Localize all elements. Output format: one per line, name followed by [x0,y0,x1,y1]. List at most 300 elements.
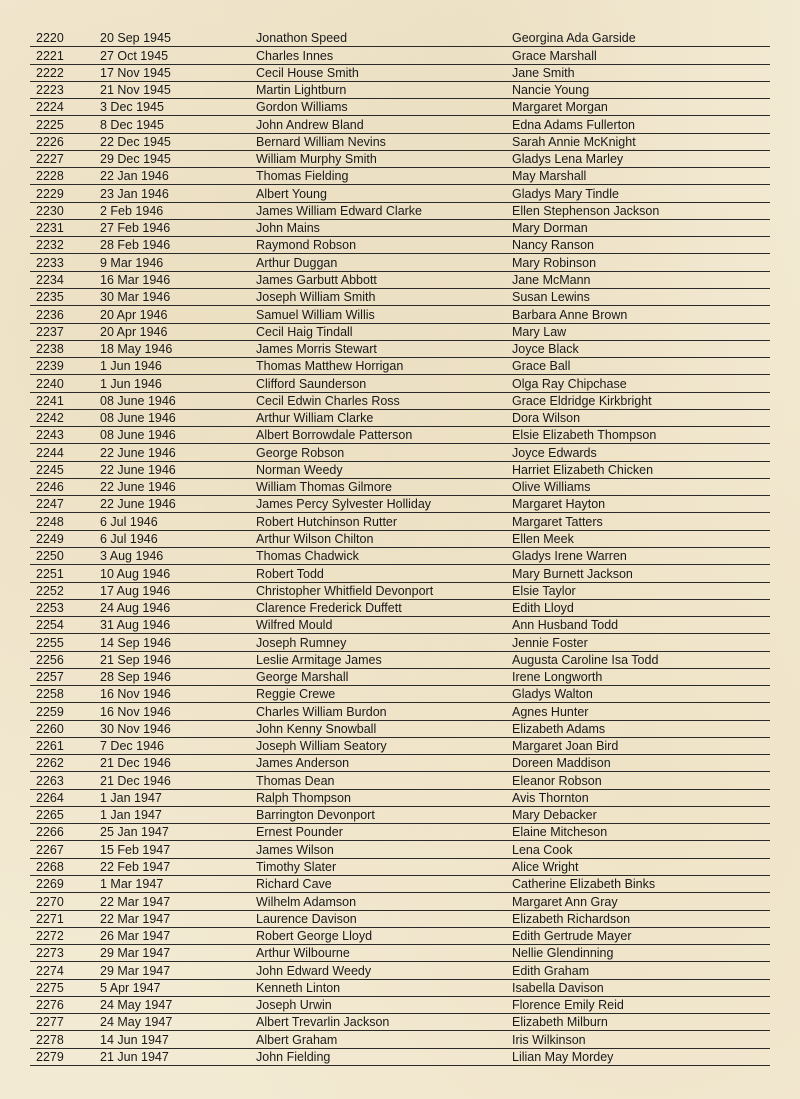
entry-number: 2253 [36,601,64,616]
marriage-date: 1 Jan 1947 [100,808,162,823]
register-row [30,116,770,133]
groom-name: William Murphy Smith [256,152,377,167]
marriage-date: 27 Feb 1946 [100,221,171,236]
entry-number: 2275 [36,980,64,995]
register-row [30,427,770,444]
marriage-date: 08 June 1946 [100,393,176,408]
bride-name: May Marshall [512,169,587,184]
bride-name: Edith Lloyd [512,601,574,616]
entry-number: 2244 [36,445,64,460]
entry-number: 2232 [36,238,64,253]
register-row [30,272,770,289]
register-row [30,772,770,789]
groom-name: Robert Todd [256,566,324,581]
marriage-date: 20 Apr 1946 [100,324,168,339]
groom-name: Timothy Slater [256,860,337,875]
entry-number: 2236 [36,307,64,322]
marriage-date: 21 Dec 1946 [100,756,171,771]
groom-name: William Thomas Gilmore [256,480,392,495]
entry-number: 2241 [36,393,64,408]
groom-name: Joseph Rumney [256,635,347,650]
register-row [30,876,770,893]
register-row [30,324,770,341]
entry-number: 2258 [36,687,64,702]
bride-name: Florence Emily Reid [512,998,624,1013]
entry-number: 2272 [36,929,64,944]
entry-number: 2254 [36,618,64,633]
marriage-date: 6 Jul 1946 [100,514,158,529]
marriage-date: 22 June 1946 [100,497,176,512]
bride-name: Harriet Elizabeth Chicken [512,462,654,477]
entry-number: 2277 [36,1015,64,1030]
marriage-date: 24 May 1947 [100,998,173,1013]
bride-name: Lena Cook [512,842,573,857]
bride-name: Ellen Meek [512,531,574,546]
groom-name: Barrington Devonport [256,808,375,823]
entry-number: 2276 [36,998,64,1013]
marriage-register-table [30,30,770,1066]
bride-name: Avis Thornton [512,790,589,805]
bride-name: Olive Williams [512,480,591,495]
bride-name: Ellen Stephenson Jackson [512,203,660,218]
groom-name: Charles Innes [256,48,334,63]
groom-name: Arthur Wilbourne [256,946,350,961]
bride-name: Doreen Maddison [512,756,611,771]
bride-name: Isabella Davison [512,980,604,995]
marriage-date: 21 Sep 1946 [100,652,171,667]
groom-name: Ralph Thompson [256,790,351,805]
bride-name: Mary Debacker [512,808,597,823]
bride-name: Iris Wilkinson [512,1032,586,1047]
marriage-date: 22 Feb 1947 [100,860,171,875]
entry-number: 2228 [36,169,64,184]
entry-number: 2278 [36,1032,64,1047]
entry-number: 2267 [36,842,64,857]
register-row [30,980,770,997]
groom-name: James Garbutt Abbott [256,272,377,287]
groom-name: Raymond Robson [256,238,357,253]
entry-number: 2247 [36,497,64,512]
bride-name: Jane Smith [512,65,575,80]
marriage-date: 22 June 1946 [100,462,176,477]
marriage-date: 20 Sep 1945 [100,31,171,46]
groom-name: Joseph William Seatory [256,739,387,754]
bride-name: Elsie Elizabeth Thompson [512,428,657,443]
bride-name: Mary Dorman [512,221,588,236]
register-row [30,168,770,185]
groom-name: Clifford Saunderson [256,376,367,391]
entry-number: 2248 [36,514,64,529]
register-row [30,65,770,82]
register-row [30,99,770,116]
bride-name: Ann Husband Todd [512,618,619,633]
entry-number: 2239 [36,359,64,374]
bride-name: Joyce Black [512,342,579,357]
groom-name: Robert George Lloyd [256,929,373,944]
bride-name: Gladys Walton [512,687,593,702]
entry-number: 2234 [36,272,64,287]
bride-name: Mary Law [512,324,567,339]
marriage-date: 3 Aug 1946 [100,549,164,564]
bride-name: Gladys Irene Warren [512,549,627,564]
register-row [30,600,770,617]
entry-number: 2264 [36,790,64,805]
register-row [30,237,770,254]
bride-name: Susan Lewins [512,290,590,305]
marriage-date: 22 Dec 1945 [100,134,171,149]
entry-number: 2263 [36,773,64,788]
groom-name: James William Edward Clarke [256,203,423,218]
register-row [30,962,770,979]
groom-name: Samuel William Willis [256,307,375,322]
bride-name: Irene Longworth [512,670,603,685]
entry-number: 2238 [36,342,64,357]
entry-number: 2233 [36,255,64,270]
bride-name: Jane McMann [512,272,591,287]
bride-name: Eleanor Robson [512,773,602,788]
bride-name: Nellie Glendinning [512,946,614,961]
marriage-date: 10 Aug 1946 [100,566,171,581]
marriage-date: 22 June 1946 [100,480,176,495]
bride-name: Elizabeth Adams [512,721,606,736]
bride-name: Augusta Caroline Isa Todd [512,652,659,667]
entry-number: 2269 [36,877,64,892]
register-row [30,841,770,858]
groom-name: James Percy Sylvester Holliday [256,497,432,512]
groom-name: Thomas Dean [256,773,335,788]
register-row [30,393,770,410]
marriage-date: 22 Mar 1947 [100,894,171,909]
groom-name: Ernest Pounder [256,825,343,840]
entry-number: 2227 [36,152,64,167]
register-row [30,721,770,738]
entry-number: 2249 [36,531,64,546]
marriage-date: 24 Aug 1946 [100,601,171,616]
register-row [30,928,770,945]
entry-number: 2268 [36,860,64,875]
groom-name: Wilhelm Adamson [256,894,357,909]
bride-name: Elaine Mitcheson [512,825,608,840]
groom-name: George Robson [256,445,345,460]
entry-number: 2240 [36,376,64,391]
register-row [30,306,770,323]
groom-name: James Morris Stewart [256,342,377,357]
bride-name: Edith Graham [512,963,590,978]
bride-name: Dora Wilson [512,411,581,426]
bride-name: Georgina Ada Garside [512,31,636,46]
bride-name: Elizabeth Milburn [512,1015,608,1030]
register-row [30,669,770,686]
register-row [30,254,770,271]
register-row [30,1049,770,1066]
register-row [30,859,770,876]
groom-name: Bernard William Nevins [256,134,386,149]
register-row [30,479,770,496]
marriage-date: 29 Mar 1947 [100,946,171,961]
entry-number: 2235 [36,290,64,305]
register-row [30,513,770,530]
register-row [30,945,770,962]
entry-number: 2273 [36,946,64,961]
entry-number: 2262 [36,756,64,771]
marriage-date: 21 Nov 1945 [100,83,171,98]
marriage-date: 21 Dec 1946 [100,773,171,788]
marriage-date: 22 Mar 1947 [100,911,171,926]
marriage-date: 15 Feb 1947 [100,842,171,857]
groom-name: Robert Hutchinson Rutter [256,514,398,529]
bride-name: Olga Ray Chipchase [512,376,627,391]
bride-name: Jennie Foster [512,635,588,650]
marriage-date: 29 Mar 1947 [100,963,171,978]
bride-name: Gladys Lena Marley [512,152,624,167]
register-row [30,911,770,928]
groom-name: Cecil House Smith [256,65,359,80]
register-row [30,686,770,703]
groom-name: Wilfred Mould [256,618,333,633]
entry-number: 2252 [36,583,64,598]
groom-name: Laurence Davison [256,911,357,926]
groom-name: John Mains [256,221,320,236]
bride-name: Mary Burnett Jackson [512,566,633,581]
register-row [30,824,770,841]
register-row [30,807,770,824]
marriage-date: 26 Mar 1947 [100,929,171,944]
groom-name: Joseph William Smith [256,290,376,305]
groom-name: Christopher Whitfield Devonport [256,583,434,598]
register-row [30,289,770,306]
register-row [30,531,770,548]
groom-name: Thomas Fielding [256,169,349,184]
register-row [30,617,770,634]
groom-name: Albert Young [256,186,327,201]
register-row [30,203,770,220]
bride-name: Edith Gertrude Mayer [512,929,632,944]
groom-name: Thomas Chadwick [256,549,359,564]
groom-name: Richard Cave [256,877,332,892]
register-row [30,548,770,565]
entry-number: 2229 [36,186,64,201]
groom-name: James Anderson [256,756,350,771]
marriage-date: 29 Dec 1945 [100,152,171,167]
entry-number: 2223 [36,83,64,98]
groom-name: Reggie Crewe [256,687,336,702]
register-row [30,755,770,772]
marriage-date: 14 Jun 1947 [100,1032,169,1047]
marriage-date: 7 Dec 1946 [100,739,164,754]
register-row [30,1031,770,1048]
register-row [30,462,770,479]
register-row [30,341,770,358]
register-row [30,583,770,600]
marriage-date: 27 Oct 1945 [100,48,169,63]
groom-name: John Andrew Bland [256,117,364,132]
groom-name: John Fielding [256,1049,331,1064]
groom-name: Albert Trevarlin Jackson [256,1015,390,1030]
marriage-date: 1 Jun 1946 [100,376,162,391]
entry-number: 2274 [36,963,64,978]
entry-number: 2251 [36,566,64,581]
entry-number: 2250 [36,549,64,564]
entry-number: 2259 [36,704,64,719]
entry-number: 2279 [36,1049,64,1064]
bride-name: Elsie Taylor [512,583,576,598]
marriage-date: 18 May 1946 [100,342,173,357]
bride-name: Edna Adams Fullerton [512,117,635,132]
bride-name: Lilian May Mordey [512,1049,614,1064]
register-row [30,703,770,720]
entry-number: 2260 [36,721,64,736]
entry-number: 2222 [36,65,64,80]
register-row [30,496,770,513]
marriage-date: 31 Aug 1946 [100,618,171,633]
marriage-date: 8 Dec 1945 [100,117,164,132]
register-row [30,358,770,375]
register-row [30,30,770,47]
entry-number: 2257 [36,670,64,685]
marriage-date: 28 Sep 1946 [100,670,171,685]
groom-name: Martin Lightburn [256,83,347,98]
register-row [30,738,770,755]
entry-number: 2220 [36,31,64,46]
bride-name: Margaret Joan Bird [512,739,619,754]
groom-name: John Edward Weedy [256,963,372,978]
groom-name: Arthur Duggan [256,255,338,270]
marriage-date: 17 Aug 1946 [100,583,171,598]
groom-name: Arthur William Clarke [256,411,374,426]
marriage-date: 23 Jan 1946 [100,186,169,201]
groom-name: Cecil Haig Tindall [256,324,353,339]
entry-number: 2255 [36,635,64,650]
marriage-date: 3 Dec 1945 [100,100,164,115]
entry-number: 2242 [36,411,64,426]
groom-name: Joseph Urwin [256,998,332,1013]
marriage-date: 08 June 1946 [100,428,176,443]
groom-name: Gordon Williams [256,100,348,115]
register-row [30,47,770,64]
bride-name: Grace Marshall [512,48,597,63]
marriage-date: 21 Jun 1947 [100,1049,169,1064]
bride-name: Catherine Elizabeth Binks [512,877,656,892]
register-row [30,997,770,1014]
register-row [30,82,770,99]
marriage-date: 1 Mar 1947 [100,877,164,892]
marriage-date: 17 Nov 1945 [100,65,171,80]
register-row [30,1014,770,1031]
groom-name: Charles William Burdon [256,704,387,719]
bride-name: Barbara Anne Brown [512,307,628,322]
marriage-date: 2 Feb 1946 [100,203,164,218]
bride-name: Margaret Morgan [512,100,608,115]
bride-name: Agnes Hunter [512,704,589,719]
register-row [30,634,770,651]
register-row [30,444,770,461]
groom-name: James Wilson [256,842,334,857]
bride-name: Gladys Mary Tindle [512,186,619,201]
groom-name: Arthur Wilson Chilton [256,531,374,546]
marriage-date: 6 Jul 1946 [100,531,158,546]
marriage-date: 22 Jan 1946 [100,169,169,184]
bride-name: Nancy Ranson [512,238,594,253]
bride-name: Sarah Annie McKnight [512,134,636,149]
groom-name: Norman Weedy [256,462,343,477]
register-row [30,893,770,910]
groom-name: Albert Graham [256,1032,338,1047]
entry-number: 2271 [36,911,64,926]
groom-name: Leslie Armitage James [256,652,382,667]
groom-name: Cecil Edwin Charles Ross [256,393,400,408]
entry-number: 2224 [36,100,64,115]
entry-number: 2231 [36,221,64,236]
marriage-date: 28 Feb 1946 [100,238,171,253]
groom-name: John Kenny Snowball [256,721,377,736]
entry-number: 2265 [36,808,64,823]
entry-number: 2225 [36,117,64,132]
register-row [30,151,770,168]
bride-name: Mary Robinson [512,255,597,270]
marriage-date: 1 Jun 1946 [100,359,162,374]
marriage-date: 25 Jan 1947 [100,825,169,840]
groom-name: Albert Borrowdale Patterson [256,428,413,443]
register-row [30,185,770,202]
bride-name: Joyce Edwards [512,445,597,460]
entry-number: 2230 [36,203,64,218]
marriage-date: 1 Jan 1947 [100,790,162,805]
entry-number: 2266 [36,825,64,840]
bride-name: Grace Eldridge Kirkbright [512,393,652,408]
marriage-date: 20 Apr 1946 [100,307,168,322]
bride-name: Margaret Tatters [512,514,603,529]
marriage-date: 30 Nov 1946 [100,721,171,736]
marriage-date: 14 Sep 1946 [100,635,171,650]
marriage-date: 24 May 1947 [100,1015,173,1030]
marriage-date: 16 Nov 1946 [100,687,171,702]
register-row [30,652,770,669]
bride-name: Alice Wright [512,860,579,875]
entry-number: 2245 [36,462,64,477]
register-row [30,134,770,151]
register-row [30,410,770,427]
groom-name: Clarence Frederick Duffett [256,601,402,616]
bride-name: Margaret Ann Gray [512,894,618,909]
entry-number: 2256 [36,652,64,667]
marriage-date: 16 Mar 1946 [100,272,171,287]
register-row [30,790,770,807]
register-row [30,375,770,392]
entry-number: 2226 [36,134,64,149]
groom-name: Kenneth Linton [256,980,341,995]
bride-name: Grace Ball [512,359,571,374]
bride-name: Margaret Hayton [512,497,606,512]
entry-number: 2221 [36,48,64,63]
entry-number: 2237 [36,324,64,339]
entry-number: 2243 [36,428,64,443]
entry-number: 2261 [36,739,64,754]
register-row [30,565,770,582]
bride-name: Elizabeth Richardson [512,911,631,926]
marriage-date: 5 Apr 1947 [100,980,161,995]
groom-name: Thomas Matthew Horrigan [256,359,404,374]
entry-number: 2246 [36,480,64,495]
entry-number: 2270 [36,894,64,909]
bride-name: Nancie Young [512,83,590,98]
marriage-date: 9 Mar 1946 [100,255,164,270]
marriage-date: 08 June 1946 [100,411,176,426]
marriage-date: 22 June 1946 [100,445,176,460]
marriage-date: 16 Nov 1946 [100,704,171,719]
marriage-date: 30 Mar 1946 [100,290,171,305]
groom-name: Jonathon Speed [256,31,348,46]
groom-name: George Marshall [256,670,349,685]
